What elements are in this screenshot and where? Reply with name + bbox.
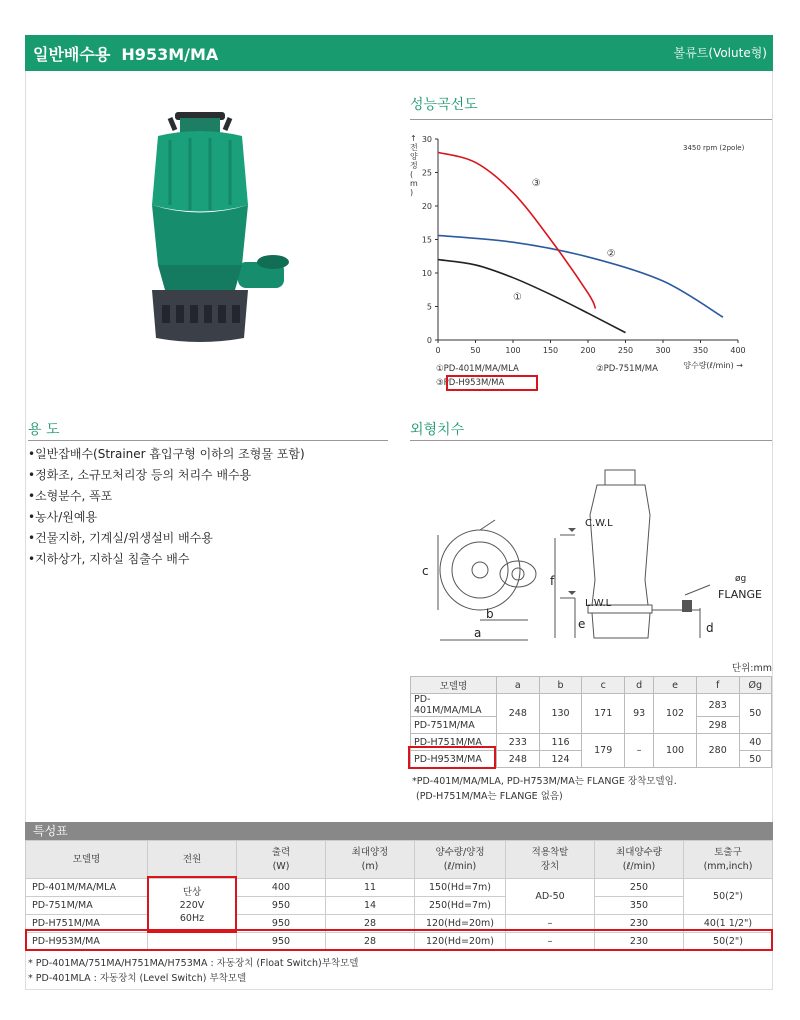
table-header: 양수량/양정 (ℓ/min)	[415, 841, 506, 879]
performance-divider	[410, 119, 772, 120]
dimensions-divider	[410, 440, 772, 441]
series-marker: ③	[531, 177, 541, 189]
power-line: 220V	[179, 900, 205, 911]
table-cell: 233	[497, 734, 540, 751]
usage-item: •정화조, 소규모처리장 등의 처리수 배수용	[28, 468, 252, 482]
dim-label-lwl: L.W.L	[585, 598, 612, 609]
title-bar	[25, 35, 773, 71]
table-header: 토출구 (mm,inch)	[684, 841, 773, 879]
page-title: 일반배수용 H953M/MA	[33, 45, 219, 64]
x-tick-label: 50	[470, 346, 481, 355]
dimension-notes	[412, 774, 677, 804]
table-cell: 230	[595, 933, 684, 951]
performance-heading: 성능곡선도	[410, 97, 478, 113]
y-tick-label: 20	[421, 202, 432, 211]
table-cell: 120(Hd=20m)	[415, 915, 506, 933]
chart-note: 3450 rpm (2pole)	[683, 144, 745, 152]
dim-label-d: d	[706, 621, 714, 635]
x-tick-label: 0	[435, 346, 441, 355]
table-row	[26, 897, 773, 915]
dim-label-flange: FLANGE	[718, 588, 762, 601]
x-tick-label: 250	[617, 346, 634, 355]
table-cell: PD-751M/MA	[411, 717, 497, 734]
dim-label-c: c	[422, 564, 429, 578]
y-tick-label: 5	[426, 302, 432, 312]
y-tick-label: 25	[421, 168, 432, 178]
series-line	[438, 260, 626, 333]
note-line: *PD-401M/MA/MLA, PD-H753M/MA는 FLANGE 장착모델임.	[412, 776, 677, 787]
y-tick-label: 30	[421, 135, 432, 144]
table-header: a	[497, 677, 540, 694]
x-tick-label: 200	[580, 346, 596, 355]
usage-item: •소형분수, 폭포	[28, 489, 113, 503]
table-cell: –	[506, 933, 595, 951]
table-cell: 28	[326, 933, 415, 951]
usage-divider	[28, 440, 388, 441]
table-header: 모델명	[26, 841, 148, 879]
table-header: 최대양수량 (ℓ/min)	[595, 841, 684, 879]
table-cell: 400	[237, 879, 326, 897]
series-line	[438, 235, 723, 317]
table-cell: 40(1 1/2")	[684, 915, 773, 933]
dim-label-a: a	[474, 626, 482, 640]
note-line: * PD-401MLA : 자동장치 (Level Switch) 부착모델	[28, 973, 247, 984]
table-cell: AD-50	[506, 879, 595, 915]
table-cell: 120(Hd=20m)	[415, 933, 506, 951]
dim-label-f: f	[550, 574, 555, 588]
y-axis-label: ↑ 전 양 정 ( m )	[410, 134, 418, 197]
table-header: 최대양정 (m)	[326, 841, 415, 879]
table-cell: 248	[497, 694, 540, 734]
dimensions-heading: 외형치수	[410, 422, 465, 438]
table-cell: 124	[539, 751, 582, 768]
table-cell: 130	[539, 694, 582, 734]
table-header-row	[26, 841, 773, 879]
table-cell: 248	[497, 751, 540, 768]
table-cell: 116	[539, 734, 582, 751]
table-cell: PD-H751M/MA	[26, 915, 148, 933]
table-header: 모델명	[411, 677, 497, 694]
table-cell: 950	[237, 897, 326, 915]
series-line	[438, 152, 596, 308]
dim-label-e: e	[578, 617, 586, 631]
table-cell: 11	[326, 879, 415, 897]
usage-item: •건물지하, 기계실/위생설비 배수용	[28, 531, 213, 545]
note-line: * PD-401MA/751MA/H751MA/H753MA : 자동장치 (Float Switch)부착모델	[28, 958, 359, 969]
table-header: c	[582, 677, 625, 694]
dim-label-cwl: C.W.L	[585, 518, 613, 529]
table-cell: 250	[595, 879, 684, 897]
table-header: d	[625, 677, 654, 694]
table-row	[411, 694, 772, 717]
spec-heading: 특성표	[25, 822, 773, 840]
table-cell: 230	[595, 915, 684, 933]
power-line: 60Hz	[179, 913, 205, 924]
usage-item: •일반잡배수(Strainer 흡입구형 이하의 조형물 포함)	[28, 447, 305, 461]
series-marker: ②	[606, 248, 616, 260]
table-cell: 283	[696, 694, 739, 717]
table-cell: 950	[237, 915, 326, 933]
usage-item: •지하상가, 지하실 침출수 배수	[28, 552, 190, 566]
table-header: b	[539, 677, 582, 694]
y-tick-label: 15	[421, 235, 432, 245]
table-cell: –	[625, 734, 654, 768]
series-marker: ①	[513, 291, 522, 303]
table-cell: PD-751M/MA	[26, 897, 148, 915]
highlight-box	[408, 746, 496, 769]
unit-label: 단위:mm	[731, 663, 772, 674]
legend-entry: ②PD-751M/MA	[596, 364, 658, 374]
page-subtitle: 볼류트(Volute형)	[673, 46, 767, 60]
usage-list	[28, 444, 305, 570]
table-cell: 950	[237, 933, 326, 951]
table-header: 적용착탈 장치	[506, 841, 595, 879]
x-tick-label: 150	[542, 346, 559, 355]
power-line: 단상	[182, 887, 202, 898]
legend-entry: ①PD-401M/MA/MLA	[436, 364, 519, 374]
legend-entry: ③PD-H953M/MA	[436, 378, 505, 388]
dim-label-og: øg	[735, 574, 747, 584]
table-cell: 171	[582, 694, 625, 734]
table-header: 전원	[148, 841, 237, 879]
table-header: f	[696, 677, 739, 694]
table-cell: 50	[739, 694, 771, 734]
x-tick-label: 300	[655, 346, 671, 355]
table-cell: 298	[696, 717, 739, 734]
highlight-box	[25, 929, 773, 951]
table-header: Øg	[739, 677, 771, 694]
table-cell: 179	[582, 734, 625, 768]
highlight-box	[147, 876, 237, 933]
table-cell: 150(Hd=7m)	[415, 879, 506, 897]
table-cell: 350	[595, 897, 684, 915]
table-cell: –	[506, 915, 595, 933]
table-header-row	[411, 677, 772, 694]
spec-notes	[28, 956, 358, 986]
table-row	[26, 879, 773, 897]
y-tick-label: 0	[426, 336, 432, 345]
table-cell: PD-H953M/MA	[26, 933, 148, 951]
x-tick-label: 350	[692, 346, 709, 355]
table-cell: PD-401M/MA/MLA	[411, 694, 497, 717]
table-cell: 93	[625, 694, 654, 734]
table-cell: 50(2")	[684, 879, 773, 915]
table-cell: 40	[739, 734, 771, 751]
pump-image	[130, 110, 300, 345]
x-axis-label: 양수량(ℓ/min) →	[683, 361, 743, 370]
table-cell: PD-H953M/MA	[411, 751, 497, 768]
usage-heading: 용 도	[28, 422, 60, 438]
dimension-drawing	[400, 460, 772, 655]
x-tick-label: 400	[730, 346, 746, 355]
x-tick-label: 100	[505, 346, 521, 355]
table-header: 출력 (W)	[237, 841, 326, 879]
table-cell: 50(2")	[684, 933, 773, 951]
table-cell: 100	[654, 734, 697, 768]
table-cell: 28	[326, 915, 415, 933]
table-cell: 280	[696, 734, 739, 768]
table-cell: 102	[654, 694, 697, 734]
table-cell: PD-H751M/MA	[411, 734, 497, 751]
dim-label-b: b	[486, 607, 494, 621]
performance-chart	[398, 125, 770, 400]
usage-item: •농사/원예용	[28, 510, 98, 524]
table-header: e	[654, 677, 697, 694]
table-cell: PD-401M/MA/MLA	[26, 879, 148, 897]
table-cell: 50	[739, 751, 771, 768]
note-line: (PD-H751M/MA는 FLANGE 없음)	[416, 791, 563, 802]
table-cell: 250(Hd=7m)	[415, 897, 506, 915]
y-tick-label: 10	[421, 269, 432, 278]
table-cell: 14	[326, 897, 415, 915]
